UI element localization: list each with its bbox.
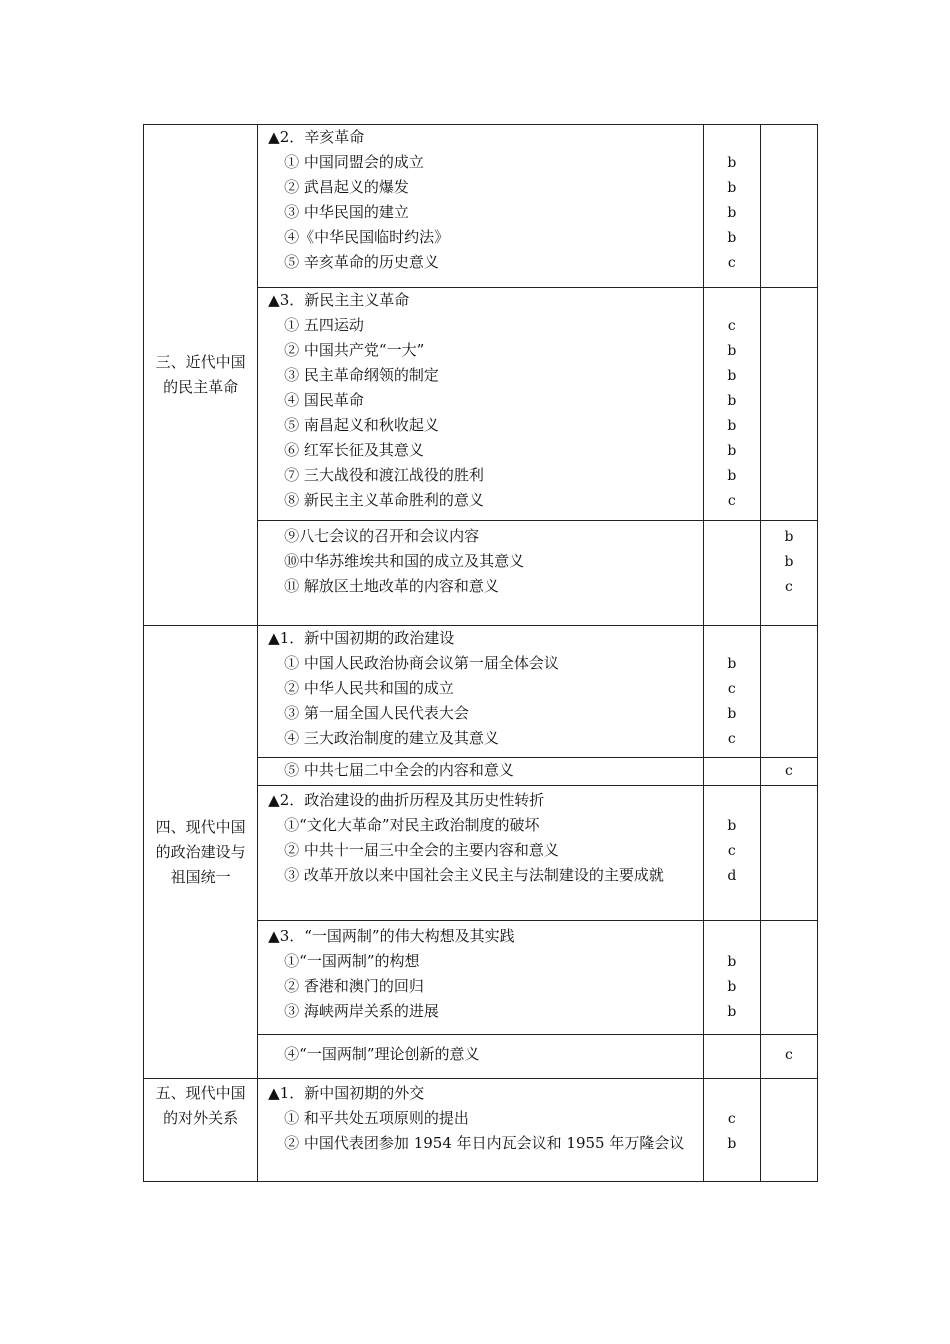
level-b-cell [760, 758, 817, 786]
level-b: c [785, 763, 793, 779]
level-a: b [727, 155, 737, 171]
list-item: ④ 三大政治制度的建立及其意义 [284, 729, 499, 747]
list-item: ① 中国同盟会的成立 [284, 153, 424, 171]
section-heading: ▲2．辛亥革命 [268, 128, 365, 146]
level-b: c [785, 579, 793, 595]
level-b-cell [760, 626, 817, 758]
list-item: ③ 中华民国的建立 [284, 203, 409, 221]
list-item: ④ 国民革命 [284, 391, 364, 409]
list-item: ⑨八七会议的召开和会议内容 [284, 527, 480, 545]
content-block [258, 288, 704, 521]
content-block [258, 921, 704, 1035]
list-item: ①“文化大革命”对民主政治制度的破坏 [284, 816, 540, 834]
level-b: b [784, 529, 794, 545]
level-b-cell [760, 1079, 817, 1182]
content-block [258, 626, 704, 758]
level-a-cell [703, 125, 760, 288]
level-a: b [727, 393, 737, 409]
list-item: ③ 海峡两岸关系的进展 [284, 1002, 439, 1020]
section-heading: ▲3．“一国两制”的伟大构想及其实践 [268, 927, 515, 945]
section-heading: ▲1．新中国初期的外交 [268, 1084, 425, 1102]
unit-title: 五、现代中国的对外关系 [144, 1079, 258, 1182]
level-a: b [727, 443, 737, 459]
table-row [144, 125, 818, 288]
level-a-cell [703, 921, 760, 1035]
list-item: ① 和平共处五项原则的提出 [284, 1109, 469, 1127]
level-a-cell [703, 786, 760, 921]
level-b-cell [760, 1035, 817, 1079]
list-item: ② 中国共产党“一大” [284, 341, 425, 359]
level-a-cell [703, 521, 760, 626]
level-a: b [727, 205, 737, 221]
level-b-cell [760, 521, 817, 626]
level-a-cell [703, 1079, 760, 1182]
unit-title: 三、近代中国的民主革命 [144, 125, 258, 626]
level-a: b [727, 979, 737, 995]
level-a: b [727, 954, 737, 970]
level-a: b [727, 1136, 737, 1152]
list-item: ② 中共十一届三中全会的主要内容和意义 [284, 841, 559, 859]
unit-title: 四、现代中国的政治建设与祖国统一 [144, 626, 258, 1079]
content-block [258, 125, 704, 288]
level-a: b [727, 343, 737, 359]
list-item: ⑤ 中共七届二中全会的内容和意义 [284, 761, 514, 779]
level-b-cell [760, 125, 817, 288]
level-a-cell [703, 1035, 760, 1079]
table-row [144, 1079, 818, 1182]
level-a: c [727, 318, 736, 334]
level-a: c [727, 681, 736, 697]
level-a: b [727, 368, 737, 384]
level-a: b [727, 418, 737, 434]
section-heading: ▲2．政治建设的曲折历程及其历史性转折 [268, 791, 545, 809]
content-block [258, 758, 704, 786]
list-item: ⑩中华苏维埃共和国的成立及其意义 [284, 552, 525, 570]
list-item: ③ 改革开放以来中国社会主义民主与法制建设的主要成就 [284, 866, 664, 884]
content-block [258, 521, 704, 626]
level-a: b [727, 230, 737, 246]
level-a: c [727, 255, 736, 271]
level-b-cell [760, 288, 817, 521]
level-a: c [727, 843, 736, 859]
level-a: b [727, 1004, 737, 1020]
list-item: ⑦ 三大战役和渡江战役的胜利 [284, 466, 484, 484]
list-item: ⑥ 红军长征及其意义 [284, 441, 424, 459]
level-a: b [727, 706, 737, 722]
section-heading: ▲3．新民主主义革命 [268, 291, 410, 309]
level-a: c [727, 731, 736, 747]
level-a: c [727, 493, 736, 509]
level-b-cell [760, 786, 817, 921]
syllabus-table [143, 124, 818, 1182]
level-a: c [727, 1111, 736, 1127]
level-b: c [785, 1047, 793, 1063]
list-item: ④“一国两制”理论创新的意义 [284, 1045, 480, 1063]
level-a-cell [703, 626, 760, 758]
list-item: ①“一国两制”的构想 [284, 952, 420, 970]
table-row [144, 626, 818, 758]
list-item: ② 中华人民共和国的成立 [284, 679, 454, 697]
content-block [258, 1079, 704, 1182]
list-item: ③ 民主革命纲领的制定 [284, 366, 439, 384]
level-a-cell [703, 758, 760, 786]
list-item: ④《中华民国临时约法》 [284, 228, 450, 246]
level-b-cell [760, 921, 817, 1035]
list-item: ⑤ 南昌起义和秋收起义 [284, 416, 439, 434]
level-a-cell [703, 288, 760, 521]
level-a: b [727, 468, 737, 484]
level-a: b [727, 818, 737, 834]
level-a: d [727, 868, 737, 884]
section-heading: ▲1．新中国初期的政治建设 [268, 629, 455, 647]
list-item: ② 武昌起义的爆发 [284, 178, 409, 196]
level-a: b [727, 180, 737, 196]
list-item: ② 中国代表团参加 1954 年日内瓦会议和 1955 年万隆会议 [284, 1134, 685, 1152]
level-b: b [784, 554, 794, 570]
level-a: b [727, 656, 737, 672]
list-item: ② 香港和澳门的回归 [284, 977, 424, 995]
list-item: ① 五四运动 [284, 316, 364, 334]
list-item: ① 中国人民政治协商会议第一届全体会议 [284, 654, 559, 672]
list-item: ⑤ 辛亥革命的历史意义 [284, 253, 439, 271]
content-block [258, 1035, 704, 1079]
list-item: ⑧ 新民主主义革命胜利的意义 [284, 491, 484, 509]
list-item: ⑪ 解放区土地改革的内容和意义 [284, 577, 499, 595]
list-item: ③ 第一届全国人民代表大会 [284, 704, 469, 722]
content-block [258, 786, 704, 921]
